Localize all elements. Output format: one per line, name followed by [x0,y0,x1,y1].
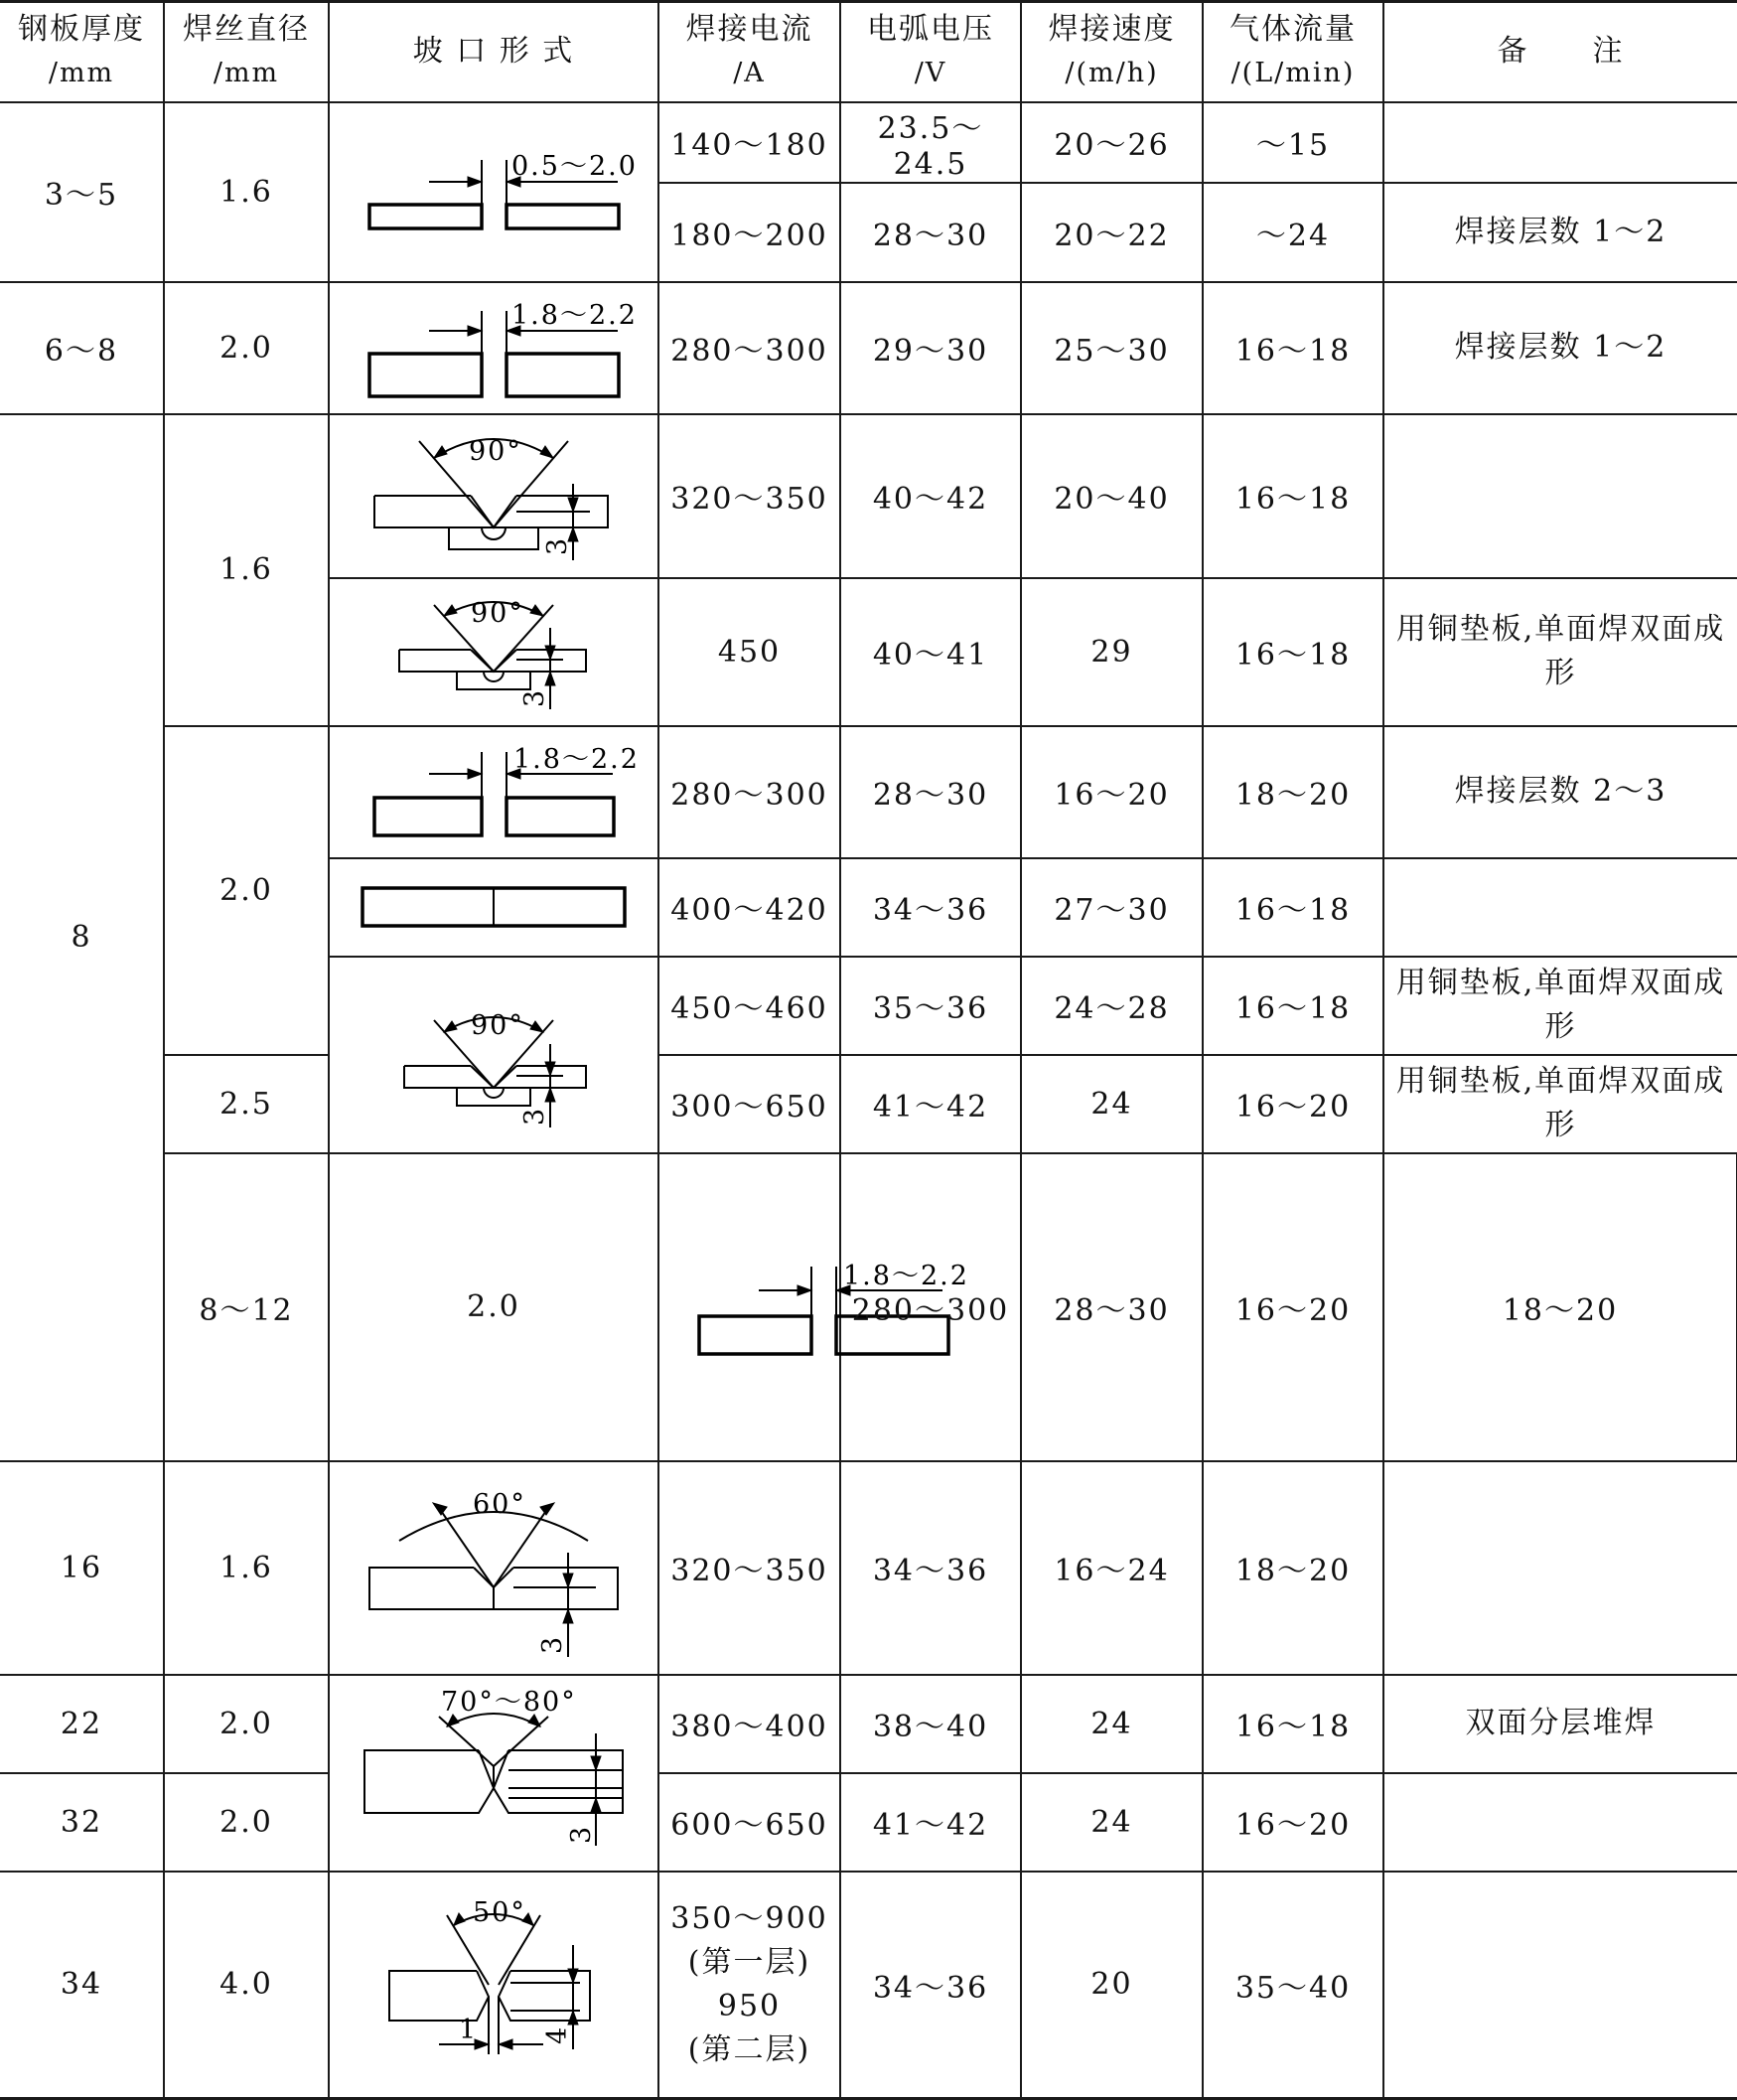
wire-cell: 2.5 [164,1055,329,1153]
gas-cell: 16～18 [1203,858,1383,957]
remark-cell [1383,102,1737,183]
gap-dimension-label: 1.8～2.2 [511,299,638,331]
gas-cell: 16～20 [1203,1773,1383,1872]
gas-cell: 16～18 [1203,282,1383,414]
gap-dimension-label: 0.5～2.0 [511,150,638,182]
header-gas-unit: /(L/min) [1230,58,1356,89]
remark-cell: 焊接层数 1～2 [1383,183,1737,282]
voltage-cell: 34～36 [840,858,1021,957]
remark-cell: 双面分层堆焊 [1383,1675,1737,1773]
gas-cell: 16～18 [1203,1675,1383,1773]
voltage-cell: 41～42 [840,1055,1021,1153]
voltage-cell: 23.5～24.5 [840,102,1021,183]
speed-cell: 27～30 [1021,858,1203,957]
angle-label: 90° [471,1009,524,1041]
depth-dimension-label: 4 [542,2025,573,2044]
voltage-cell: 34～36 [840,1461,1021,1675]
speed-cell: 24 [1021,1773,1203,1872]
current-cell: 280～300 [840,1153,1021,1461]
header-current-label: 焊接电流 [685,12,813,48]
gas-cell: 18～20 [1383,1153,1737,1461]
current-cell: 320～350 [658,414,840,578]
table-row [0,1773,1737,1872]
wire-cell: 2.0 [164,282,329,414]
square-groove-gap-diagram [330,286,657,410]
header-gas [1203,2,1383,102]
groove-cell-r6 [329,726,658,858]
header-voltage-unit: /V [914,58,947,89]
depth-dimension-label: 3 [537,1634,568,1654]
table-row [0,1461,1737,1675]
groove-cell-r14 [329,1872,658,2099]
header-groove: 坡 口 形 式 [329,2,658,102]
wire-cell: 2.0 [164,1773,329,1872]
header-voltage [840,2,1021,102]
speed-cell: 16～24 [1021,1461,1203,1675]
table-row [0,1055,1737,1153]
gas-cell: 16～18 [1203,957,1383,1055]
speed-cell: 20～26 [1021,102,1203,183]
current-cell: 600～650 [658,1773,840,1872]
closed-square-butt-diagram [330,860,657,955]
angle-label: 50° [473,1896,526,1928]
thickness-cell: 16 [0,1461,164,1675]
current-cell: 320～350 [658,1461,840,1675]
v-groove-60-diagram [330,1463,657,1672]
remark-cell [1383,858,1737,957]
speed-cell: 20 [1021,1872,1203,2099]
gas-cell: 16～18 [1203,414,1383,578]
remark-cell [1383,414,1737,578]
table-row [0,414,1737,578]
wire-cell: 1.6 [164,414,329,726]
header-speed-unit: /(m/h) [1065,58,1159,89]
current-first-layer: 350～900 [670,1900,828,1936]
header-current [658,2,840,102]
angle-label: 70°～80° [441,1686,577,1718]
thickness-cell: 22 [0,1675,164,1773]
current-first-layer-label: (第一层) [687,1944,811,1980]
current-cell [658,1872,840,2099]
header-remark: 备 注 [1383,2,1737,102]
groove-cell-r5 [329,578,658,726]
header-thickness-label: 钢板厚度 [18,12,145,48]
depth-dimension-label: 3 [519,687,550,707]
gas-cell: 18～20 [1203,726,1383,858]
header-thickness [0,2,164,102]
remark-cell [1383,1872,1737,2099]
table-row [0,282,1737,414]
speed-cell: 20～40 [1021,414,1203,578]
depth-dimension-label: 3 [519,1106,550,1125]
groove-cell-r8 [329,957,658,1153]
double-v-groove-diagram [330,1679,657,1868]
gas-cell: ～15 [1203,102,1383,183]
groove-cell-r3 [329,282,658,414]
gap-dimension-label: 1.8～2.2 [513,743,640,775]
wire-cell: 1.6 [164,102,329,282]
groove-cell-r4 [329,414,658,578]
remark-cell: 焊接层数 1～2 [1383,282,1737,414]
voltage-cell: 34～36 [840,1872,1021,2099]
header-current-unit: /A [733,58,766,89]
speed-cell: 16～20 [1021,726,1203,858]
current-cell: 380～400 [658,1675,840,1773]
double-v-groove-50-diagram [330,1875,657,2094]
current-cell: 180～200 [658,183,840,282]
speed-cell: 24 [1021,1675,1203,1773]
voltage-cell: 28～30 [840,726,1021,858]
speed-cell: 29 [1021,578,1203,726]
gas-cell: 16～18 [1203,578,1383,726]
header-wire-label: 焊丝直径 [183,12,310,48]
angle-label: 90° [471,597,524,629]
header-gas-label: 气体流量 [1230,12,1357,48]
speed-cell: 20～22 [1021,183,1203,282]
header-voltage-label: 电弧电压 [867,12,994,48]
voltage-cell: 41～42 [840,1773,1021,1872]
remark-cell: 用铜垫板,单面焊双面成形 [1383,1055,1737,1153]
gas-cell: 35～40 [1203,1872,1383,2099]
depth-dimension-label: 3 [566,1824,597,1844]
v-groove-backing-diagram [330,961,657,1149]
remark-cell: 用铜垫板,单面焊双面成形 [1383,957,1737,1055]
gas-cell: ～24 [1203,183,1383,282]
header-wire [164,2,329,102]
thickness-cell: 3～5 [0,102,164,282]
gas-cell: 16～20 [1203,1055,1383,1153]
angle-label: 90° [469,436,522,467]
groove-cell-r7 [329,858,658,957]
voltage-cell: 28～30 [840,183,1021,282]
current-second-layer-label: (第二层) [687,2031,811,2067]
groove-cell-r11 [329,1461,658,1675]
groove-cell-r12 [329,1675,658,1872]
current-cell: 400～420 [658,858,840,957]
wire-cell: 2.0 [164,726,329,1055]
wire-cell: 1.6 [164,1461,329,1675]
gap-dimension-label: 1.8～2.2 [843,1261,969,1291]
remark-cell: 焊接层数 2～3 [1383,726,1737,858]
current-cell: 450～460 [658,957,840,1055]
speed-cell: 24 [1021,1055,1203,1153]
square-groove-gap-diagram [330,730,657,854]
voltage-cell: 40～42 [840,414,1021,578]
wire-cell: 4.0 [164,1872,329,2099]
thickness-cell: 8～12 [164,1153,329,1461]
v-groove-backing-diagram [330,416,657,575]
groove-cell-r1 [329,102,658,282]
header-thickness-unit: /mm [48,58,115,89]
gap-dimension-label: 1 [459,2014,479,2045]
header-row [0,2,1737,102]
voltage-cell: 40～41 [840,578,1021,726]
speed-cell: 25～30 [1021,282,1203,414]
current-second-layer: 950 [717,1988,782,2024]
header-wire-unit: /mm [213,58,280,89]
table-row [0,1675,1737,1773]
table-row [0,726,1737,858]
voltage-cell: 29～30 [840,282,1021,414]
wire-cell: 2.0 [329,1153,658,1461]
table-row [0,102,1737,183]
square-groove-gap-diagram [330,120,657,264]
current-cell: 280～300 [658,282,840,414]
thickness-cell: 32 [0,1773,164,1872]
remark-cell [1383,1461,1737,1675]
header-speed [1021,2,1203,102]
speed-cell: 24～28 [1021,957,1203,1055]
voltage-cell: 35～36 [840,957,1021,1055]
thickness-cell: 34 [0,1872,164,2099]
header-speed-label: 焊接速度 [1048,12,1176,48]
current-cell: 140～180 [658,102,840,183]
current-cell: 300～650 [658,1055,840,1153]
remark-cell [1383,1773,1737,1872]
angle-label: 60° [473,1489,526,1520]
gas-cell: 18～20 [1203,1461,1383,1675]
thickness-cell: 8 [0,414,164,1461]
wire-cell: 2.0 [164,1675,329,1773]
thickness-cell: 6～8 [0,282,164,414]
voltage-cell: 28～30 [1021,1153,1203,1461]
speed-cell: 16～20 [1203,1153,1383,1461]
table-row [0,1153,1737,1461]
depth-dimension-label: 3 [542,535,573,555]
voltage-cell: 38～40 [840,1675,1021,1773]
v-groove-backing-diagram [330,580,657,724]
remark-cell: 用铜垫板,单面焊双面成形 [1383,578,1737,726]
table-row [0,1872,1737,2099]
current-cell: 450 [658,578,840,726]
current-cell: 280～300 [658,726,840,858]
